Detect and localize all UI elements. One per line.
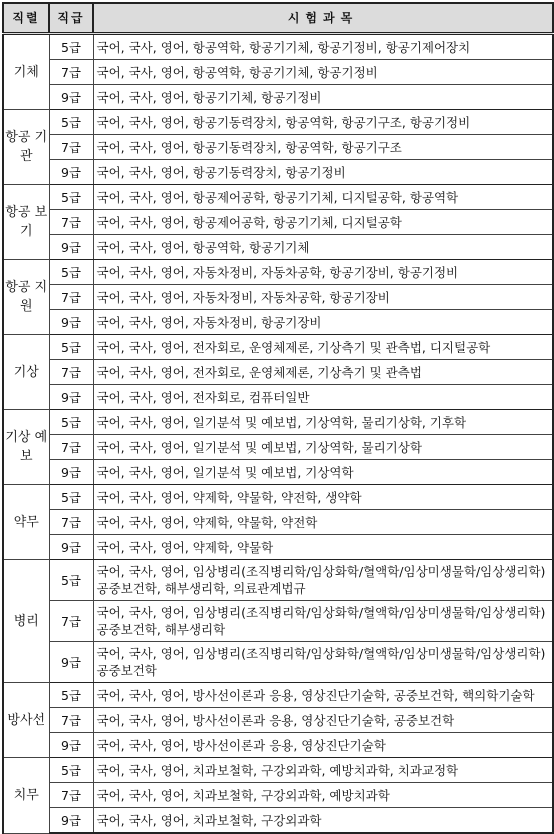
series-cell: 치무 <box>3 758 49 834</box>
table-row <box>3 560 553 601</box>
subjects-cell: 국어, 국사, 영어, 방사선이론과 응용, 영상진단기술학 <box>93 733 553 758</box>
subjects-cell: 국어, 국사, 영어, 항공역학, 항공기기체, 항공기정비 <box>93 60 553 85</box>
subjects-cell: 국어, 국사, 영어, 항공역학, 항공기기체, 항공기정비, 항공기제어장치 <box>93 34 553 60</box>
grade-cell: 7급 <box>49 210 93 235</box>
table-row <box>3 708 553 733</box>
grade-cell: 7급 <box>49 708 93 733</box>
exam-subjects-table-container <box>2 2 552 828</box>
grade-cell: 5급 <box>49 335 93 360</box>
subjects-cell: 국어, 국사, 영어, 치과보철학, 구강외과학, 예방치과학, 치과교정학 <box>93 758 553 783</box>
series-cell: 기상 <box>3 335 49 410</box>
grade-cell: 9급 <box>49 808 93 834</box>
subjects-cell: 국어, 국사, 영어, 치과보철학, 구강외과학 <box>93 808 553 834</box>
table-row <box>3 410 553 435</box>
grade-cell: 9급 <box>49 160 93 185</box>
subjects-cell: 국어, 국사, 영어, 일기분석 및 예보법, 기상역학 <box>93 460 553 485</box>
table-row <box>3 535 553 560</box>
table-row <box>3 110 553 135</box>
subjects-cell: 국어, 국사, 영어, 약제학, 약물학, 약전학, 생약학 <box>93 485 553 510</box>
table-row <box>3 235 553 260</box>
subjects-cell: 국어, 국사, 영어, 일기분석 및 예보법, 기상역학, 물리기상학 <box>93 435 553 460</box>
table-row <box>3 808 553 834</box>
series-cell: 병리 <box>3 560 49 683</box>
table-row <box>3 285 553 310</box>
grade-cell: 7급 <box>49 601 93 642</box>
table-body <box>3 34 553 834</box>
grade-cell: 5급 <box>49 34 93 60</box>
table-row <box>3 34 553 60</box>
grade-cell: 7급 <box>49 360 93 385</box>
table-row <box>3 758 553 783</box>
grade-cell: 7급 <box>49 435 93 460</box>
table-row <box>3 510 553 535</box>
table-row <box>3 683 553 708</box>
grade-cell: 5급 <box>49 410 93 435</box>
table-row <box>3 335 553 360</box>
subjects-cell: 국어, 국사, 영어, 자동차정비, 자동차공학, 항공기장비 <box>93 285 553 310</box>
table-row <box>3 485 553 510</box>
table-row <box>3 310 553 335</box>
subjects-cell: 국어, 국사, 영어, 일기분석 및 예보법, 기상역학, 물리기상학, 기후학 <box>93 410 553 435</box>
subjects-cell: 국어, 국사, 영어, 자동차정비, 자동차공학, 항공기장비, 항공기정비 <box>93 260 553 285</box>
subjects-cell: 국어, 국사, 영어, 임상병리(조직병리학/임상화학/혈액학/임상미생물학/임상생리학) 공중보건학, 해부생리학, 의료관계법규 <box>93 560 553 601</box>
grade-cell: 9급 <box>49 460 93 485</box>
table-row <box>3 160 553 185</box>
series-cell: 약무 <box>3 485 49 560</box>
table-row <box>3 435 553 460</box>
subjects-cell: 국어, 국사, 영어, 항공기동력장치, 항공기정비 <box>93 160 553 185</box>
grade-cell: 5급 <box>49 758 93 783</box>
table-row <box>3 360 553 385</box>
table-row <box>3 460 553 485</box>
subjects-cell: 국어, 국사, 영어, 방사선이론과 응용, 영상진단기술학, 공중보건학, 핵의학기술학 <box>93 683 553 708</box>
subjects-cell: 국어, 국사, 영어, 전자회로, 컴퓨터일반 <box>93 385 553 410</box>
series-cell: 기체 <box>3 34 49 110</box>
grade-cell: 5급 <box>49 185 93 210</box>
table-row <box>3 783 553 808</box>
exam-subjects-table <box>2 2 554 834</box>
grade-cell: 5급 <box>49 260 93 285</box>
table-row <box>3 85 553 110</box>
table-row <box>3 210 553 235</box>
series-cell: 항공 지원 <box>3 260 49 335</box>
subjects-cell: 국어, 국사, 영어, 약제학, 약물학, 약전학 <box>93 510 553 535</box>
subjects-column-header: 시험과목 <box>93 3 553 34</box>
grade-cell: 7급 <box>49 60 93 85</box>
grade-cell: 9급 <box>49 642 93 683</box>
table-row <box>3 135 553 160</box>
subjects-cell: 국어, 국사, 영어, 방사선이론과 응용, 영상진단기술학, 공중보건학 <box>93 708 553 733</box>
grade-cell: 7급 <box>49 510 93 535</box>
grade-cell: 9급 <box>49 733 93 758</box>
table-row <box>3 385 553 410</box>
subjects-cell: 국어, 국사, 영어, 전자회로, 운영체제론, 기상측기 및 관측법 <box>93 360 553 385</box>
table-row <box>3 185 553 210</box>
series-cell: 기상 예보 <box>3 410 49 485</box>
grade-cell: 7급 <box>49 285 93 310</box>
table-row <box>3 260 553 285</box>
grade-cell: 9급 <box>49 85 93 110</box>
series-cell: 항공 기관 <box>3 110 49 185</box>
table-row <box>3 733 553 758</box>
grade-cell: 9급 <box>49 535 93 560</box>
grade-cell: 7급 <box>49 783 93 808</box>
subjects-cell: 국어, 국사, 영어, 임상병리(조직병리학/임상화학/혈액학/임상미생물학/임상생리학) 공중보건학 <box>93 642 553 683</box>
grade-cell: 5급 <box>49 110 93 135</box>
grade-cell: 7급 <box>49 135 93 160</box>
subjects-cell: 국어, 국사, 영어, 항공기동력장치, 항공역학, 항공기구조, 항공기정비 <box>93 110 553 135</box>
subjects-cell: 국어, 국사, 영어, 항공역학, 항공기기체 <box>93 235 553 260</box>
grade-cell: 9급 <box>49 385 93 410</box>
grade-cell: 9급 <box>49 310 93 335</box>
table-row <box>3 601 553 642</box>
table-header-row <box>3 3 553 34</box>
subjects-cell: 국어, 국사, 영어, 자동차정비, 항공기장비 <box>93 310 553 335</box>
table-row <box>3 642 553 683</box>
series-cell: 항공 보기 <box>3 185 49 260</box>
grade-column-header: 직급 <box>49 3 93 34</box>
subjects-cell: 국어, 국사, 영어, 임상병리(조직병리학/임상화학/혈액학/임상미생물학/임상생리학) 공중보건학, 해부생리학 <box>93 601 553 642</box>
subjects-cell: 국어, 국사, 영어, 치과보철학, 구강외과학, 예방치과학 <box>93 783 553 808</box>
series-cell: 방사선 <box>3 683 49 758</box>
subjects-cell: 국어, 국사, 영어, 전자회로, 운영체제론, 기상측기 및 관측법, 디지털공학 <box>93 335 553 360</box>
subjects-cell: 국어, 국사, 영어, 항공제어공학, 항공기기체, 디지털공학, 항공역학 <box>93 185 553 210</box>
table-row <box>3 60 553 85</box>
subjects-cell: 국어, 국사, 영어, 약제학, 약물학 <box>93 535 553 560</box>
subjects-cell: 국어, 국사, 영어, 항공제어공학, 항공기기체, 디지털공학 <box>93 210 553 235</box>
series-column-header: 직렬 <box>3 3 49 34</box>
subjects-cell: 국어, 국사, 영어, 항공기동력장치, 항공역학, 항공기구조 <box>93 135 553 160</box>
grade-cell: 5급 <box>49 485 93 510</box>
grade-cell: 9급 <box>49 235 93 260</box>
subjects-cell: 국어, 국사, 영어, 항공기기체, 항공기정비 <box>93 85 553 110</box>
grade-cell: 5급 <box>49 683 93 708</box>
grade-cell: 5급 <box>49 560 93 601</box>
